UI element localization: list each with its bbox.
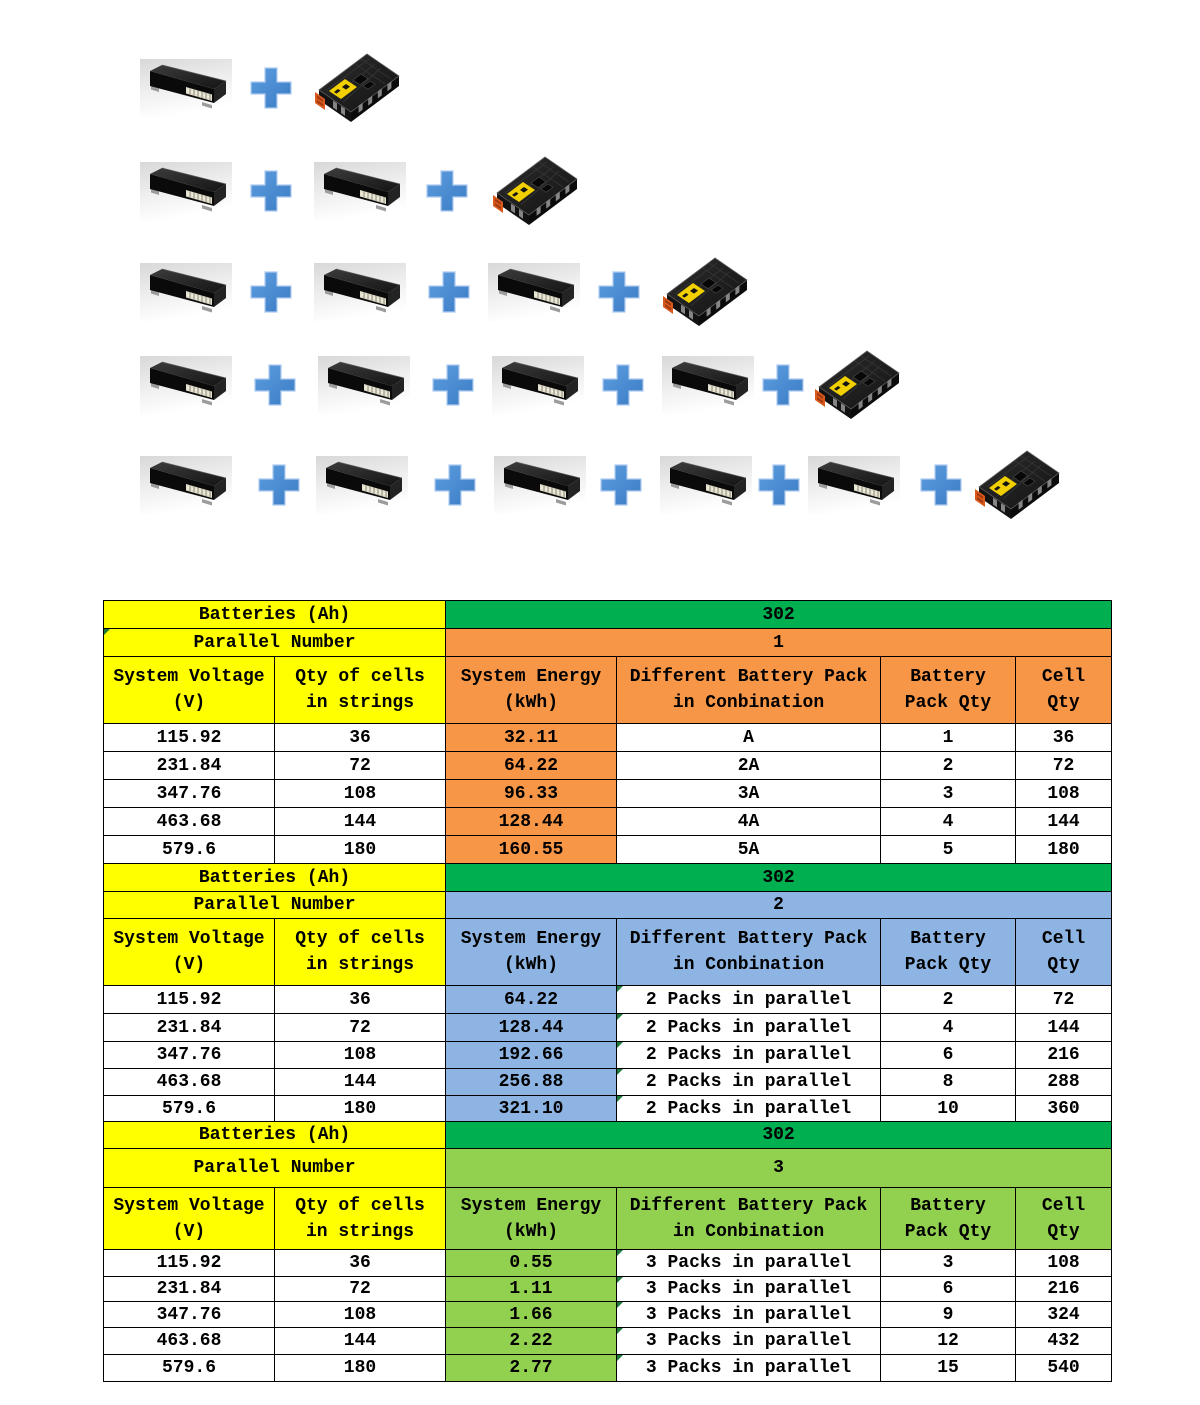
cell-cell-qty: 144 — [1016, 808, 1112, 836]
header-system-energy: System Energy (kWh) — [446, 919, 617, 986]
cell-battery-pack-qty: 5 — [881, 836, 1016, 864]
table-row — [104, 1328, 1112, 1355]
cell-battery-pack-qty: 2 — [881, 752, 1016, 780]
cell-cells-in-strings: 36 — [275, 1250, 446, 1277]
plus-icon — [426, 170, 468, 212]
battery-pack-icon — [660, 456, 752, 514]
cell-pack-combination: 2 Packs in parallel — [617, 986, 881, 1014]
cell-system-voltage: 347.76 — [104, 780, 275, 808]
plus-icon — [920, 464, 962, 506]
cell-battery-pack-qty: 15 — [881, 1355, 1016, 1382]
cell-cell-qty: 540 — [1016, 1355, 1112, 1382]
battery-pack-icon — [318, 356, 410, 414]
cell-system-voltage: 231.84 — [104, 1014, 275, 1042]
plus-icon — [250, 67, 292, 109]
cell-system-voltage: 579.6 — [104, 1355, 275, 1382]
cell-battery-pack-qty: 1 — [881, 724, 1016, 752]
parallel-number-value: 2 — [446, 892, 1112, 919]
cell-system-voltage: 579.6 — [104, 1096, 275, 1122]
table-section — [104, 601, 1112, 864]
cell-cells-in-strings: 72 — [275, 752, 446, 780]
pack-combination-diagram — [0, 0, 1200, 560]
cell-pack-combination: 4A — [617, 808, 881, 836]
cell-cells-in-strings: 36 — [275, 724, 446, 752]
header-row — [104, 657, 1112, 724]
cell-cell-qty: 144 — [1016, 1014, 1112, 1042]
table-row — [104, 1302, 1112, 1328]
cell-system-energy: 2.77 — [446, 1355, 617, 1382]
battery-pack-icon — [140, 356, 232, 414]
bms-controller-icon — [315, 50, 401, 126]
cell-pack-combination: 3A — [617, 780, 881, 808]
cell-system-voltage: 463.68 — [104, 1328, 275, 1355]
header-battery-pack-qty: Battery Pack Qty — [881, 1188, 1016, 1250]
battery-pack-icon — [808, 456, 900, 514]
plus-icon — [258, 464, 300, 506]
cell-system-energy: 321.10 — [446, 1096, 617, 1122]
cell-pack-combination: A — [617, 724, 881, 752]
table-row — [104, 724, 1112, 752]
cell-cell-qty: 288 — [1016, 1069, 1112, 1096]
cell-pack-combination: 2 Packs in parallel — [617, 1042, 881, 1069]
header-pack-combination: Different Battery Pack in Conbination — [617, 657, 881, 724]
cell-system-energy: 32.11 — [446, 724, 617, 752]
batteries-ah-label: Batteries (Ah) — [104, 864, 446, 892]
cell-pack-combination: 3 Packs in parallel — [617, 1328, 881, 1355]
cell-system-energy: 192.66 — [446, 1042, 617, 1069]
cell-cell-qty: 432 — [1016, 1328, 1112, 1355]
bms-controller-icon — [493, 153, 579, 229]
cell-battery-pack-qty: 3 — [881, 1250, 1016, 1277]
header-system-voltage: System Voltage (V) — [104, 919, 275, 986]
cell-cells-in-strings: 108 — [275, 780, 446, 808]
table-row — [104, 1355, 1112, 1382]
cell-system-voltage: 115.92 — [104, 986, 275, 1014]
cell-cell-qty: 324 — [1016, 1302, 1112, 1328]
cell-system-voltage: 463.68 — [104, 1069, 275, 1096]
battery-pack-icon — [662, 356, 754, 414]
cell-pack-combination: 3 Packs in parallel — [617, 1250, 881, 1277]
cell-pack-combination: 3 Packs in parallel — [617, 1302, 881, 1328]
header-battery-pack-qty: Battery Pack Qty — [881, 657, 1016, 724]
cell-system-energy: 0.55 — [446, 1250, 617, 1277]
header-row — [104, 919, 1112, 986]
parallel-number-value: 3 — [446, 1149, 1112, 1188]
cell-system-voltage: 115.92 — [104, 724, 275, 752]
cell-system-energy: 256.88 — [446, 1069, 617, 1096]
cell-system-voltage: 579.6 — [104, 836, 275, 864]
bms-controller-icon — [663, 254, 749, 330]
table-row — [104, 986, 1112, 1014]
cell-cells-in-strings: 108 — [275, 1042, 446, 1069]
cell-system-energy: 2.22 — [446, 1328, 617, 1355]
table-row — [104, 1250, 1112, 1277]
cell-battery-pack-qty: 3 — [881, 780, 1016, 808]
cell-pack-combination: 2 Packs in parallel — [617, 1014, 881, 1042]
cell-cell-qty: 72 — [1016, 986, 1112, 1014]
cell-pack-combination: 2A — [617, 752, 881, 780]
cell-system-voltage: 231.84 — [104, 752, 275, 780]
cell-cell-qty: 216 — [1016, 1277, 1112, 1302]
cell-battery-pack-qty: 9 — [881, 1302, 1016, 1328]
cell-cell-qty: 216 — [1016, 1042, 1112, 1069]
cell-battery-pack-qty: 4 — [881, 808, 1016, 836]
table-row — [104, 1096, 1112, 1122]
table-row — [104, 808, 1112, 836]
cell-system-energy: 64.22 — [446, 752, 617, 780]
header-pack-combination: Different Battery Pack in Conbination — [617, 919, 881, 986]
cell-cells-in-strings: 36 — [275, 986, 446, 1014]
batteries-ah-label: Batteries (Ah) — [104, 601, 446, 629]
cell-system-voltage: 463.68 — [104, 808, 275, 836]
parallel-number-value: 1 — [446, 629, 1112, 657]
table-section — [104, 1122, 1112, 1382]
plus-icon — [434, 464, 476, 506]
battery-pack-icon — [492, 356, 584, 414]
cell-cells-in-strings: 72 — [275, 1277, 446, 1302]
table-row — [104, 780, 1112, 808]
header-pack-combination: Different Battery Pack in Conbination — [617, 1188, 881, 1250]
cell-cell-qty: 180 — [1016, 836, 1112, 864]
cell-system-voltage: 347.76 — [104, 1302, 275, 1328]
cell-cell-qty: 72 — [1016, 752, 1112, 780]
cell-cell-qty: 108 — [1016, 780, 1112, 808]
pack-combination-row — [0, 252, 1200, 332]
spec-table — [103, 600, 1112, 1382]
battery-pack-icon — [140, 162, 232, 220]
pack-combination-row — [0, 48, 1200, 128]
cell-pack-combination: 3 Packs in parallel — [617, 1355, 881, 1382]
plus-icon — [428, 271, 470, 313]
cell-battery-pack-qty: 4 — [881, 1014, 1016, 1042]
cell-cells-in-strings: 144 — [275, 1069, 446, 1096]
parallel-number-label: Parallel Number — [104, 892, 446, 919]
cell-cells-in-strings: 180 — [275, 836, 446, 864]
parallel-number-row — [104, 629, 1112, 657]
plus-icon — [600, 464, 642, 506]
cell-pack-combination: 3 Packs in parallel — [617, 1277, 881, 1302]
batteries-ah-value: 302 — [446, 601, 1112, 629]
parallel-number-row — [104, 1149, 1112, 1188]
cell-battery-pack-qty: 6 — [881, 1042, 1016, 1069]
table-section — [104, 864, 1112, 1122]
batteries-row — [104, 864, 1112, 892]
header-battery-pack-qty: Battery Pack Qty — [881, 919, 1016, 986]
battery-pack-icon — [488, 263, 580, 321]
cell-system-energy: 96.33 — [446, 780, 617, 808]
cell-pack-combination: 2 Packs in parallel — [617, 1069, 881, 1096]
header-row — [104, 1188, 1112, 1250]
cell-system-energy: 128.44 — [446, 808, 617, 836]
batteries-row — [104, 601, 1112, 629]
battery-pack-icon — [140, 59, 232, 117]
cell-cells-in-strings: 72 — [275, 1014, 446, 1042]
header-cell-qty: Cell Qty — [1016, 1188, 1112, 1250]
parallel-number-label: Parallel Number — [104, 629, 446, 657]
batteries-ah-value: 302 — [446, 864, 1112, 892]
parallel-number-label: Parallel Number — [104, 1149, 446, 1188]
header-system-voltage: System Voltage (V) — [104, 657, 275, 724]
plus-icon — [758, 464, 800, 506]
cell-cells-in-strings: 144 — [275, 808, 446, 836]
header-cells-in-strings: Qty of cells in strings — [275, 1188, 446, 1250]
battery-pack-icon — [494, 456, 586, 514]
cell-cells-in-strings: 180 — [275, 1096, 446, 1122]
plus-icon — [602, 364, 644, 406]
header-cells-in-strings: Qty of cells in strings — [275, 657, 446, 724]
battery-pack-icon — [314, 162, 406, 220]
cell-system-energy: 128.44 — [446, 1014, 617, 1042]
plus-icon — [250, 170, 292, 212]
pack-combination-row — [0, 445, 1200, 525]
batteries-row — [104, 1122, 1112, 1149]
parallel-number-row — [104, 892, 1112, 919]
cell-battery-pack-qty: 12 — [881, 1328, 1016, 1355]
battery-pack-icon — [316, 456, 408, 514]
plus-icon — [598, 271, 640, 313]
header-system-energy: System Energy (kWh) — [446, 1188, 617, 1250]
cell-system-voltage: 231.84 — [104, 1277, 275, 1302]
plus-icon — [254, 364, 296, 406]
pack-combination-row — [0, 345, 1200, 425]
table-row — [104, 1277, 1112, 1302]
table-row — [104, 1069, 1112, 1096]
cell-cell-qty: 108 — [1016, 1250, 1112, 1277]
header-cell-qty: Cell Qty — [1016, 657, 1112, 724]
cell-pack-combination: 2 Packs in parallel — [617, 1096, 881, 1122]
cell-battery-pack-qty: 2 — [881, 986, 1016, 1014]
table-row — [104, 836, 1112, 864]
cell-pack-combination: 5A — [617, 836, 881, 864]
batteries-ah-value: 302 — [446, 1122, 1112, 1149]
cell-cell-qty: 360 — [1016, 1096, 1112, 1122]
battery-pack-icon — [140, 263, 232, 321]
table-row — [104, 752, 1112, 780]
header-system-energy: System Energy (kWh) — [446, 657, 617, 724]
cell-cells-in-strings: 144 — [275, 1328, 446, 1355]
cell-battery-pack-qty: 10 — [881, 1096, 1016, 1122]
cell-cell-qty: 36 — [1016, 724, 1112, 752]
batteries-ah-label: Batteries (Ah) — [104, 1122, 446, 1149]
cell-system-energy: 1.11 — [446, 1277, 617, 1302]
header-cells-in-strings: Qty of cells in strings — [275, 919, 446, 986]
header-system-voltage: System Voltage (V) — [104, 1188, 275, 1250]
cell-system-energy: 1.66 — [446, 1302, 617, 1328]
table-row — [104, 1014, 1112, 1042]
plus-icon — [432, 364, 474, 406]
cell-cells-in-strings: 180 — [275, 1355, 446, 1382]
plus-icon — [250, 271, 292, 313]
plus-icon — [762, 364, 804, 406]
cell-system-energy: 160.55 — [446, 836, 617, 864]
cell-system-voltage: 347.76 — [104, 1042, 275, 1069]
battery-pack-icon — [140, 456, 232, 514]
cell-system-voltage: 115.92 — [104, 1250, 275, 1277]
cell-system-energy: 64.22 — [446, 986, 617, 1014]
cell-cells-in-strings: 108 — [275, 1302, 446, 1328]
cell-battery-pack-qty: 8 — [881, 1069, 1016, 1096]
bms-controller-icon — [975, 447, 1061, 523]
header-cell-qty: Cell Qty — [1016, 919, 1112, 986]
battery-pack-icon — [314, 263, 406, 321]
cell-battery-pack-qty: 6 — [881, 1277, 1016, 1302]
table-row — [104, 1042, 1112, 1069]
pack-combination-row — [0, 151, 1200, 231]
bms-controller-icon — [815, 347, 901, 423]
